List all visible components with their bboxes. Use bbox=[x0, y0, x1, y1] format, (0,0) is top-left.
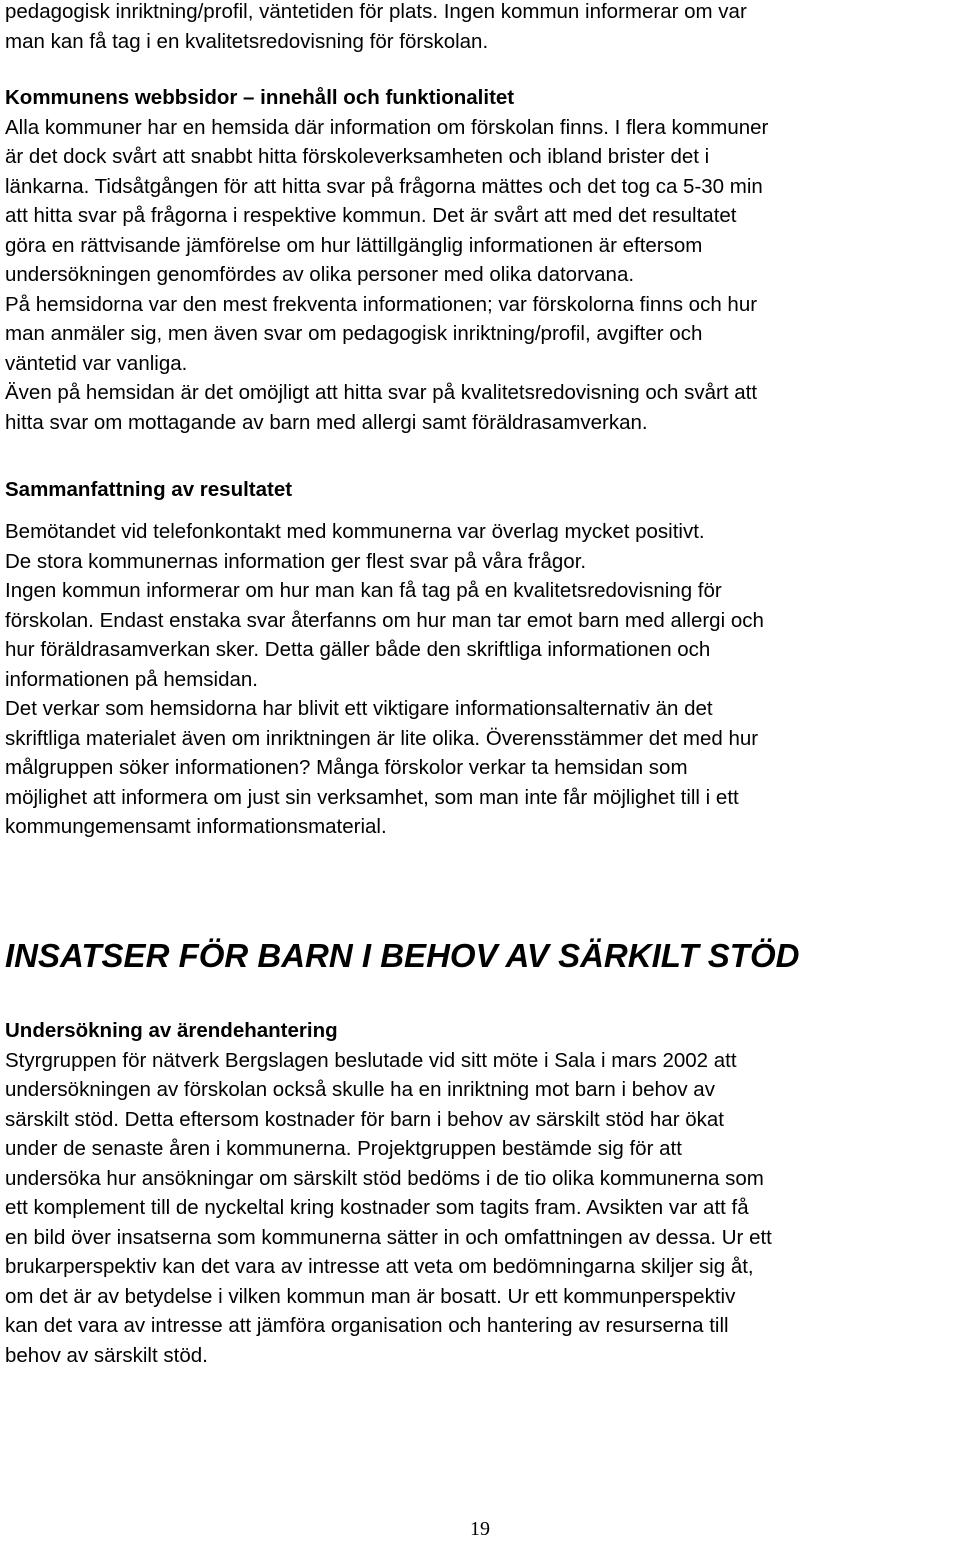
text-line: göra en rättvisande jämförelse om hur lättillgänglig informationen är eftersom bbox=[5, 233, 703, 257]
section-sammanfattning bbox=[5, 517, 960, 842]
text-line: Även på hemsidan är det omöjligt att hitta svar på kvalitetsredovisning och svårt att bbox=[5, 381, 758, 404]
text-line: man anmäler sig, men även svar om pedagogisk inriktning/profil, avgifter och bbox=[5, 322, 703, 345]
text-line: under de senaste åren i kommunerna. Projektgruppen bestämde sig för att bbox=[5, 1137, 682, 1160]
text-line: De stora kommunernas information ger flest svar på våra frågor. bbox=[5, 549, 587, 573]
section-sammanfattning-heading bbox=[5, 475, 960, 505]
text-line: skriftliga materialet även om inriktningen är lite olika. Överensstämmer det med hur bbox=[5, 726, 759, 750]
text-line: informationen på hemsidan. bbox=[5, 667, 258, 691]
section-heading: Sammanfattning av resultatet bbox=[5, 478, 293, 501]
text-line: undersökningen av förskolan också skulle ha en inriktning mot barn i behov av bbox=[5, 1078, 715, 1101]
text-line: undersökningen genomfördes av olika personer med olika datorvana. bbox=[5, 263, 635, 286]
text-line: pedagogisk inriktning/profil, väntetiden för plats. Ingen kommun informerar om var bbox=[5, 0, 747, 23]
section-heading: Undersökning av ärendehantering bbox=[5, 1019, 338, 1042]
section-heading: Kommunens webbsidor – innehåll och funktionalitet bbox=[5, 86, 515, 109]
text-line: hitta svar om mottagande av barn med allergi samt föräldrasamverkan. bbox=[5, 410, 648, 434]
paragraph-continuation bbox=[5, 0, 960, 56]
chapter-heading: INSATSER FÖR BARN I BEHOV AV SÄRKILT STÖD bbox=[5, 937, 800, 974]
text-line: Styrgruppen för nätverk Bergslagen beslutade vid sitt möte i Sala i mars 2002 att bbox=[5, 1048, 737, 1072]
text-line: särskilt stöd. Detta eftersom kostnader för barn i behov av särskilt stöd har ökat bbox=[5, 1107, 724, 1131]
text-line: behov av särskilt stöd. bbox=[5, 1343, 208, 1367]
text-line: väntetid var vanliga. bbox=[5, 351, 188, 375]
page-number: 19 bbox=[470, 1518, 490, 1540]
text-line: Bemötandet vid telefonkontakt med kommunerna var överlag mycket positivt. bbox=[5, 520, 705, 543]
text-line: man kan få tag i en kvalitetsredovisning för förskolan. bbox=[5, 29, 489, 53]
section-arendehantering bbox=[5, 1016, 960, 1370]
text-line: Det verkar som hemsidorna har blivit ett viktigare informationsalternativ än det bbox=[5, 697, 713, 720]
section-webbsidor bbox=[5, 83, 960, 437]
text-line: målgruppen söker informationen? Många förskolor verkar ta hemsidan som bbox=[5, 756, 688, 779]
text-line: att hitta svar på frågorna i respektive kommun. Det är svårt att med det resultatet bbox=[5, 204, 737, 227]
text-line: möjlighet att informera om just sin verksamhet, som man inte får möjlighet till i ett bbox=[5, 785, 739, 809]
text-line: brukarperspektiv kan det vara av intresse att veta om bedömningarna skiljer sig åt, bbox=[5, 1255, 754, 1278]
text-line: Alla kommuner har en hemsida där information om förskolan finns. I flera kommuner bbox=[5, 115, 769, 139]
text-line: länkarna. Tidsåtgången för att hitta svar på frågorna mättes och det tog ca 5-30 min bbox=[5, 174, 763, 198]
text-line: kan det vara av intresse att jämföra organisation och hantering av resurserna till bbox=[5, 1314, 729, 1337]
text-line: en bild över insatserna som kommunerna sätter in och omfattningen av dessa. Ur ett bbox=[5, 1225, 772, 1249]
text-line: Ingen kommun informerar om hur man kan få tag på en kvalitetsredovisning för bbox=[5, 579, 722, 602]
text-line: undersöka hur ansökningar om särskilt stöd bedöms i de tio olika kommunerna som bbox=[5, 1166, 764, 1190]
text-line: På hemsidorna var den mest frekventa informationen; var förskolorna finns och hur bbox=[5, 292, 758, 316]
text-line: förskolan. Endast enstaka svar återfanns om hur man tar emot barn med allergi och bbox=[5, 608, 764, 632]
text-line: om det är av betydelse i vilken kommun man är bosatt. Ur ett kommunperspektiv bbox=[5, 1284, 736, 1308]
text-line: är det dock svårt att snabbt hitta förskoleverksamheten och ibland brister det i bbox=[5, 145, 710, 168]
text-line: ett komplement till de nyckeltal kring kostnader som tagits fram. Avsikten var att få bbox=[5, 1196, 749, 1219]
text-line: kommungemensamt informationsmaterial. bbox=[5, 815, 387, 838]
text-line: hur föräldrasamverkan sker. Detta gäller både den skriftliga informationen och bbox=[5, 638, 711, 661]
